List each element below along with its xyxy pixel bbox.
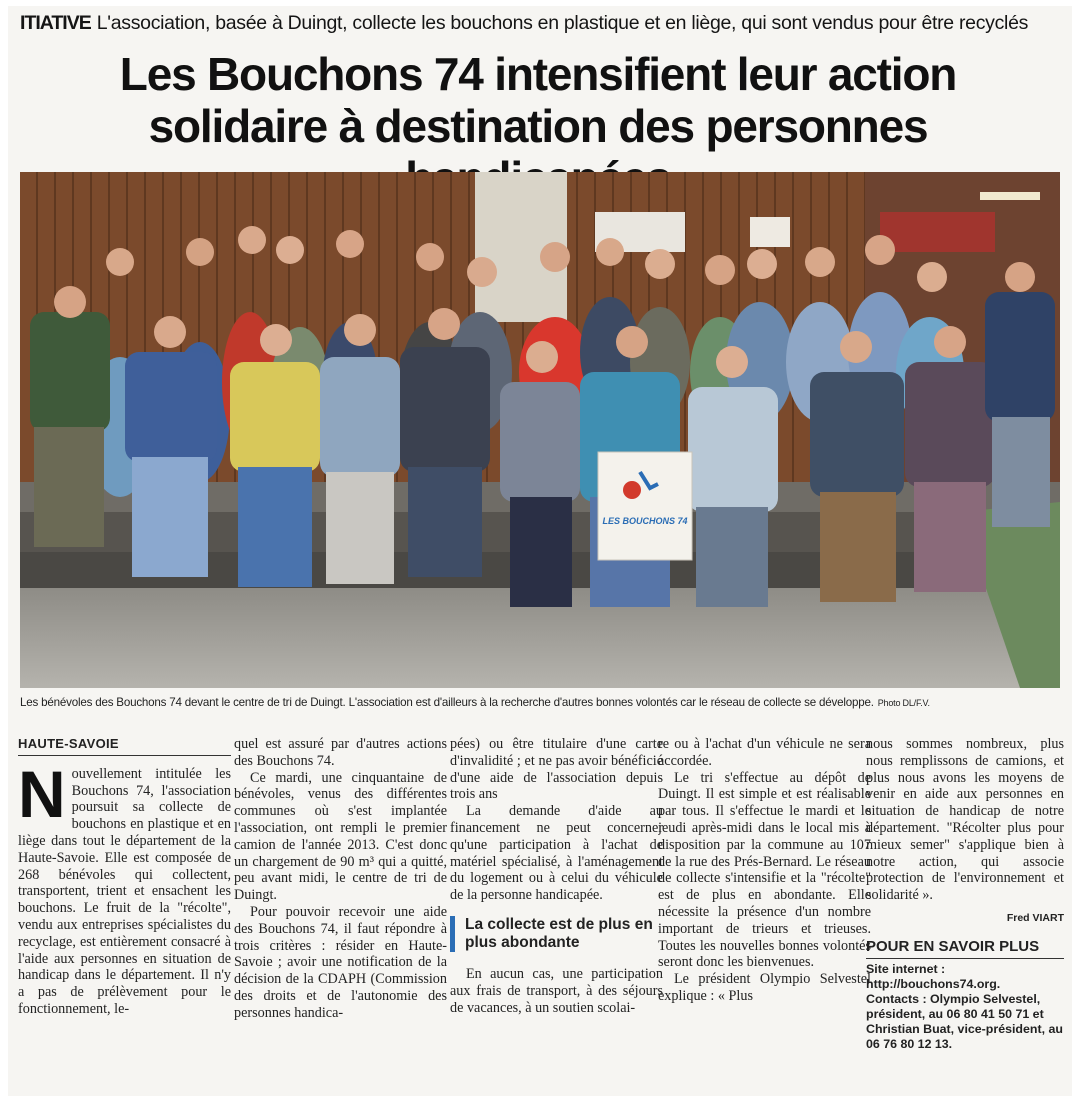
info-box-website-link[interactable]: http://bouchons74.org. — [866, 976, 1001, 991]
info-box-contacts: Contacts : Olympio Selvestel, président, au 06 80 41 50 71 et Christian Buat, vice-président, au 06 76 80 12 13. — [866, 991, 1063, 1051]
subheading: La collecte est de plus en plus abondante — [450, 916, 663, 952]
caption-text: Les bénévoles des Bouchons 74 devant le centre de tri de Duingt. L'association est d'ailleurs à la recherche d'autres bonnes volontés car le réseau de collecte se développe. — [20, 696, 874, 709]
column-3-paragraph-1: pées) ou être titulaire d'une carte d'invalidité ; et ne pas avoir bénéficié d'une aide de l'association depuis trois ans — [450, 736, 663, 803]
column-2-paragraph-3: Pour pouvoir recevoir une aide des Bouchons 74, il faut répondre à trois critères : résider en Haute-Savoie ; avoir une notification de la décision de la CDAPH (Commission des droits et de l'autonomie des personnes handica- — [234, 903, 447, 1021]
headline-line-1: Les Bouchons 74 intensifient leur action — [119, 48, 957, 100]
column-4-paragraph-2: Le tri s'effectue au dépôt de Duingt. Il est simple et est réalisable par tous. Il s'effectue le mardi et le jeudi après-midi dans le local mis à disposition par la commune au 107 de la rue des Prés-Bernard. Le réseau de collecte s'intensifie et la "récolte" est de plus en abondante. Elle nécessite la présence d'un nombre important de trieurs et trieuses. Toutes les nouvelles bonnes volontés seront donc les bienvenues. — [658, 769, 871, 971]
newspaper-page — [8, 6, 1072, 1096]
notice-sheet — [750, 217, 790, 247]
group-photo-illustration — [20, 172, 1060, 688]
column-4-paragraph-1: re ou à l'achat d'un véhicule ne sera accordée. — [658, 736, 871, 769]
info-box-title: POUR EN SAVOIR PLUS — [866, 939, 1064, 959]
article-column-2 — [234, 736, 447, 1092]
article-column-4 — [658, 736, 871, 1092]
kicker-text: L'association, basée à Duingt, collecte les bouchons en plastique et en liège, qui sont vendus pour être recyclés — [96, 12, 1029, 34]
column-3-paragraph-2: La demande d'aide au financement ne peut concerner qu'une participation à l'achat de matériel spécialisé, à l'aménagement du logement ou à celui du véhicule de la personne handicapée. — [450, 803, 663, 904]
drop-cap: N — [18, 756, 66, 831]
headline-line-2: solidaire à destination des personnes — [148, 100, 928, 152]
sign-text: LES BOUCHONS 74 — [602, 516, 688, 526]
author-signature: Fred VIART — [1006, 911, 1064, 924]
column-3-paragraph-3: En aucun cas, une participation aux frais de transport, à des séjours de vacances, à un soutien scolai- — [450, 965, 663, 1016]
photo-credit: Photo DL/F.V. — [877, 698, 930, 708]
article-column-3 — [450, 736, 663, 1092]
group-photo — [20, 172, 1060, 688]
info-box — [866, 962, 1064, 1052]
article-column-1 — [18, 736, 231, 1092]
info-box-site-label: Site internet : — [866, 961, 946, 976]
article-column-5 — [866, 736, 1064, 1092]
column-5-paragraph: nous sommes nombreux, plus nous remplissons de camions, et plus nous avons les moyens de venir en aide aux personnes en situation de handicap de notre département. "Récolter plus pour mieux semer" s'applique bien à notre action, qui associe protection de l'environnement et solidarité ». — [866, 736, 1064, 904]
kicker-line — [20, 12, 1060, 40]
column-2-paragraph-2: Ce mardi, une cinquantaine de bénévoles, venus des différentes communes où s'est implantée l'association, ont rempli le premier camion de l'année 2013. C'est donc un chargement de 90 m³ qui a quitté, peu avant midi, le centre de tri de Duingt. — [234, 769, 447, 904]
photo-caption — [20, 696, 1060, 709]
column-1-paragraph: ouvellement intitulée les Bouchons 74, l'association poursuit sa collecte de bouchons en plastique et en liège dans tout le département de la Haute-Savoie. Elle est composée de 268 bénévoles qui collectent, transportent, trient et ensachent les bouchons. Le fruit de la "récolte", vendu aux entreprises spécialistes du recyclage, est entièrement consacré à l'aide aux personnes en situation de handicap dans le département. Il n'y a pas de prélèvement pour le fonctionnement, le- — [18, 765, 231, 1017]
section-label: HAUTE-SAVOIE — [18, 736, 231, 756]
red-banner — [880, 212, 995, 252]
kicker-tag: ITIATIVE — [20, 12, 91, 34]
column-4-paragraph-3: Le président Olympio Selvestel explique : « Plus — [658, 971, 871, 1004]
bouchons-74-sign — [598, 452, 692, 560]
column-2-paragraph-1: quel est assuré par d'autres actions des Bouchons 74. — [234, 736, 447, 769]
ceiling-light — [980, 192, 1040, 200]
